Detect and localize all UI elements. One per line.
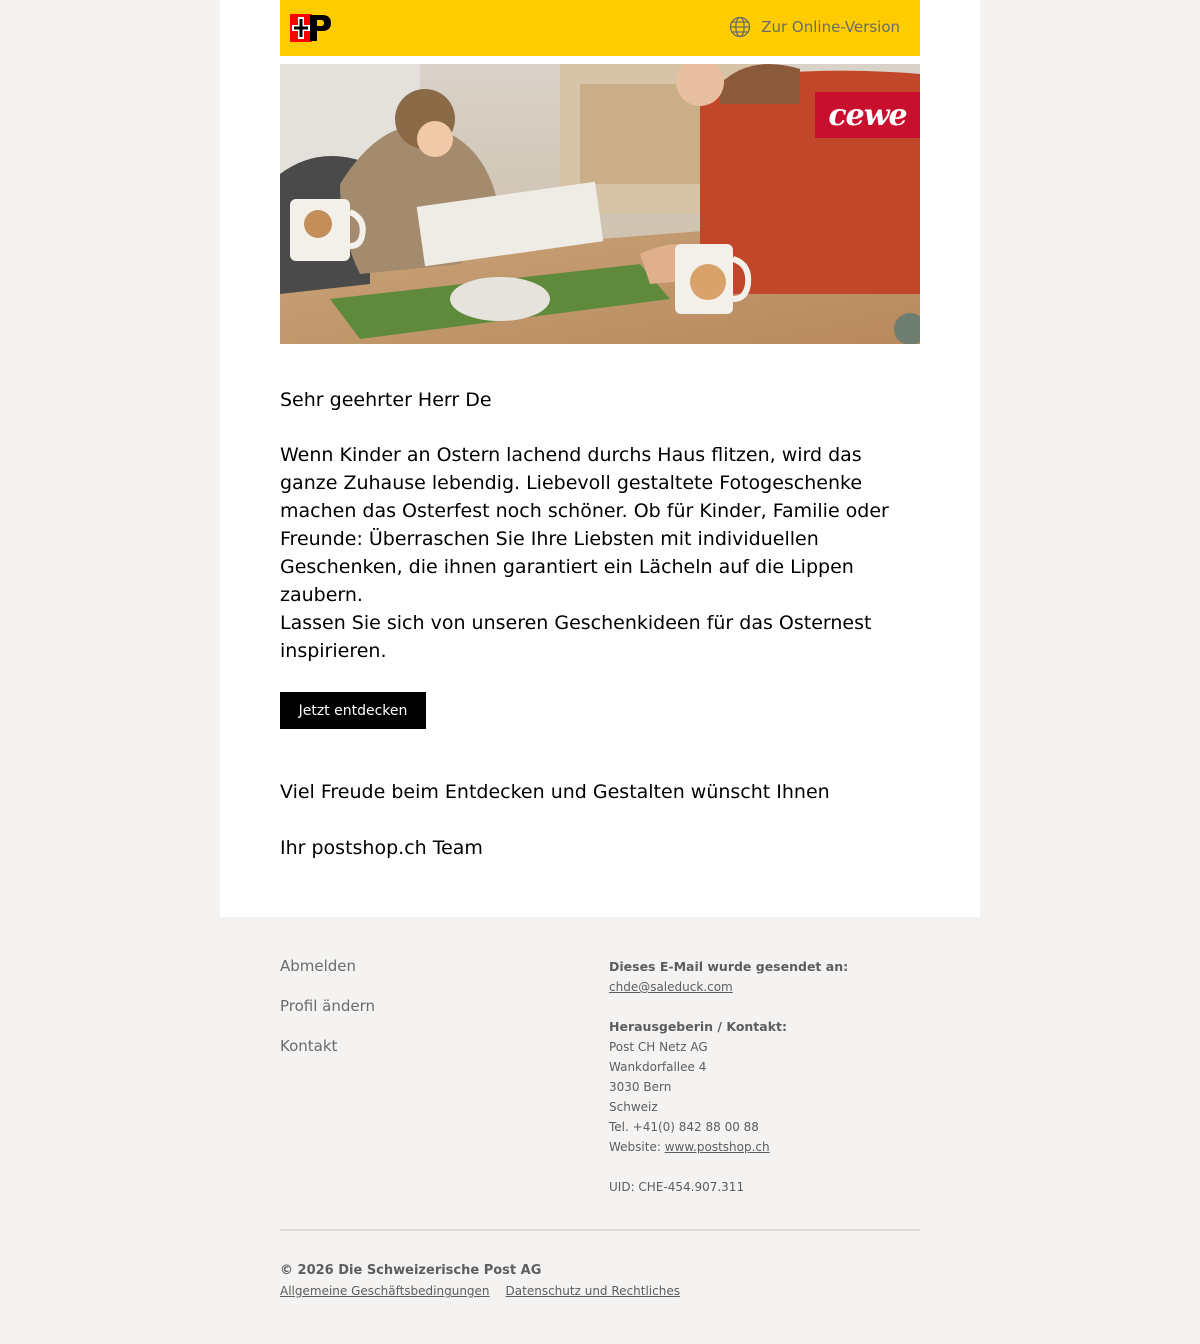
contact-link[interactable]: Kontakt	[280, 1037, 338, 1055]
unsubscribe-link[interactable]: Abmelden	[280, 957, 357, 975]
online-version-link[interactable]	[729, 15, 900, 39]
greeting: Sehr geehrter Herr De	[280, 389, 492, 411]
footer-divider	[280, 1229, 920, 1231]
publisher-info	[609, 1017, 929, 1197]
recipient-info	[609, 957, 929, 997]
discover-button[interactable]: Jetzt entdecken	[280, 692, 426, 729]
website-label: Website:	[609, 1140, 665, 1154]
city-address: 3030 Bern	[609, 1080, 672, 1094]
header-bar	[280, 0, 920, 56]
recipient-email-link[interactable]: chde@saleduck.com	[609, 980, 733, 994]
phone-number: Tel. +41(0) 842 88 00 88	[609, 1120, 759, 1134]
company-name: Post CH Netz AG	[609, 1040, 708, 1054]
publisher-heading: Herausgeberin / Kontakt:	[609, 1019, 787, 1034]
edit-profile-link[interactable]: Profil ändern	[280, 997, 376, 1015]
legal-links	[280, 1284, 680, 1298]
closing-line: Viel Freude beim Entdecken und Gestalten wünscht Ihnen	[280, 781, 830, 803]
signoff: Ihr postshop.ch Team	[280, 837, 483, 859]
online-version-label[interactable]: Zur Online-Version	[761, 18, 900, 36]
cewe-badge	[815, 92, 920, 138]
intro-paragraph: Wenn Kinder an Ostern lachend durchs Haus flitzen, wird das ganze Zuhause lebendig. Liebevoll gestaltete Fotogeschenke machen das Osterfest noch schöner. Ob für Kinder, Familie oder Freunde: Überraschen Sie Ihre Liebsten mit individuellen Geschenken, die ihnen garantiert ein Lächeln auf die Lippen zaubern.	[280, 444, 889, 606]
uid-number: UID: CHE-454.907.311	[609, 1180, 745, 1194]
globe-icon	[729, 16, 751, 38]
street-address: Wankdorfallee 4	[609, 1060, 707, 1074]
copyright: © 2026 Die Schweizerische Post AG	[280, 1263, 542, 1278]
sent-to-heading: Dieses E-Mail wurde gesendet an:	[609, 959, 849, 974]
email-card	[220, 0, 980, 917]
swiss-post-logo[interactable]	[290, 14, 332, 42]
website-link[interactable]: www.postshop.ch	[664, 1140, 770, 1154]
country: Schweiz	[609, 1100, 658, 1114]
inspiration-paragraph: Lassen Sie sich von unseren Geschenkideen für das Osternest inspirieren.	[280, 612, 872, 662]
cewe-logo-text: cewe	[828, 97, 907, 133]
privacy-link[interactable]: Datenschutz und Rechtliches	[505, 1284, 680, 1298]
hero-image[interactable]	[280, 64, 920, 344]
website-line	[609, 1137, 929, 1157]
terms-link[interactable]: Allgemeine Geschäftsbedingungen	[280, 1284, 490, 1298]
